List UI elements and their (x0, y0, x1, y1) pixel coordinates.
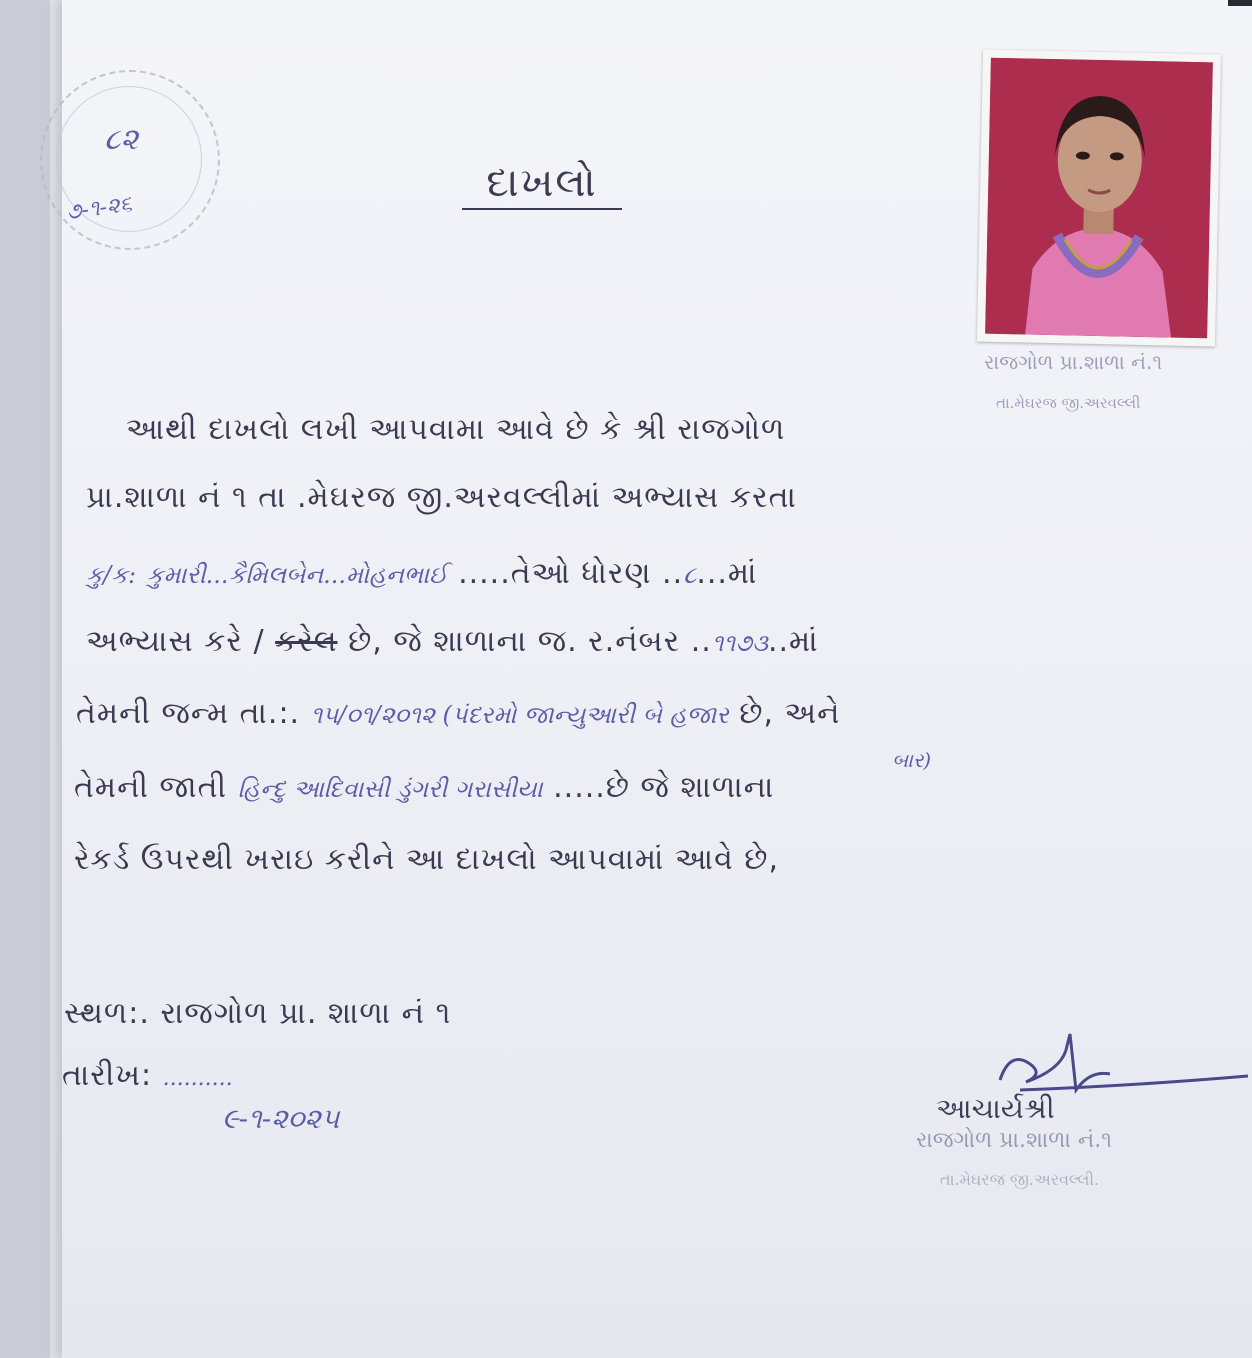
document-title: દાખલો (462, 160, 622, 210)
body-line-3 (86, 556, 757, 591)
photo-image (985, 58, 1213, 339)
salutation-prefix: કુ/ક: (86, 561, 137, 589)
student-photo (977, 50, 1221, 347)
gr-text: છે, જે શાળાના જ. ર.નંબર .. (348, 624, 712, 659)
dob-end: છે, અને (739, 696, 841, 731)
place-line (64, 996, 451, 1031)
body-line-5 (76, 696, 841, 731)
body-line-1: આથી દાખલો લખી આપવામા આવે છે કે શ્રી રાજગોળ (126, 412, 786, 447)
photo-stamp-line2: તા.મેઘરજ જી.અરવલ્લી (996, 394, 1141, 412)
date-line: તારીખ: .......... (62, 1058, 233, 1093)
body-line-2: પ્રા.શાળા નં ૧ તા .મેઘરજ જી.અરવલ્લીમાં અભ્યાસ કરતા (86, 480, 797, 515)
sheet-edge (1228, 0, 1252, 6)
std-end: ...માં (696, 556, 758, 591)
std-text: .....તેઓ ધોરણ .. (458, 556, 684, 591)
portrait-drawing (985, 58, 1213, 339)
dob-label: તેમની જન્મ તા.:. (76, 696, 301, 731)
date-label: તારીખ: (62, 1058, 153, 1093)
signature-stamp-line2: તા.મેઘરજ જી.અરવલ્લી. (940, 1170, 1100, 1189)
place-label: સ્થળ:. (64, 996, 150, 1031)
photo-stamp-line1: રાજગોળ પ્રા.શાળા નં.૧ (984, 350, 1163, 374)
gr-number: ૧૧૭૩ (711, 629, 768, 657)
body-line-4 (86, 624, 819, 659)
caste-end: .....છે જે શાળાના (553, 770, 775, 805)
signature-stamp-line1: રાજગોળ પ્રા.શાળા નં.૧ (916, 1128, 1113, 1153)
body-line-7: રેકર્ડ ઉપરથી ખરાઇ કરીને આ દાખલો આપવામાં આવે છે, (74, 842, 780, 877)
body-line-6 (74, 770, 774, 805)
date-value: ૯-૧-૨૦૨૫ (222, 1102, 340, 1135)
seal-date: ૭-૧-૨૬ (64, 191, 134, 226)
study-text: અભ્યાસ કરે / (86, 624, 265, 659)
caste-value: હિન્દુ આદિવાસી ડુંગરી ગરાસીયા (237, 775, 543, 803)
place-value: રાજગોળ પ્રા. શાળા નં ૧ (160, 996, 452, 1031)
struck-word: કરેલ (275, 624, 338, 659)
signature-title: આચાર્યશ્રી (936, 1092, 1055, 1125)
dob-value: ૧૫/૦૧/૨૦૧૨ (પંદરમો જાન્યુઆરી બે હજાર (310, 701, 729, 729)
seal-number: ૮૨ (104, 122, 139, 157)
caste-label: તેમની જાતી (74, 770, 228, 805)
dob-tail: બાર) (892, 748, 932, 772)
gr-end: ..માં (767, 624, 819, 659)
student-name: કુમારી...કૈમિલબેન...મોહનભાઈ (146, 561, 448, 589)
std-value: ૮ (683, 561, 697, 589)
